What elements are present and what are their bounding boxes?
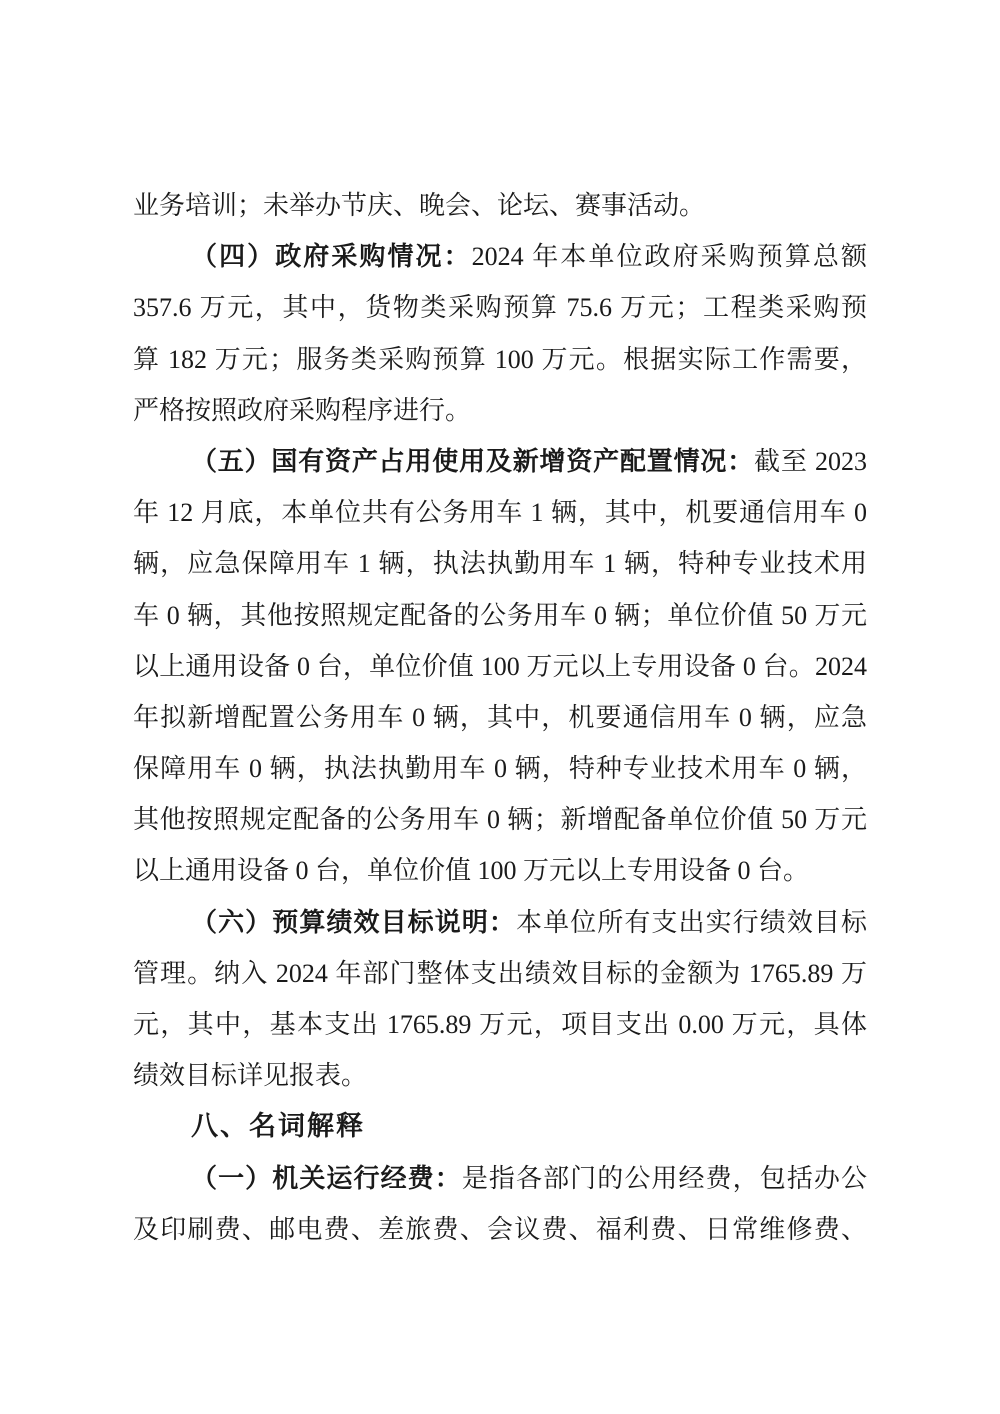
text-line (133, 999, 867, 1050)
text-line (133, 1204, 867, 1255)
text-segment: 其他按照规定配备的公务用车 0 辆；新增配备单位价值 50 万元 (133, 805, 867, 835)
text-segment-bold: （六）预算绩效目标说明： (191, 907, 516, 937)
text-segment: 本单位所有支出实行绩效目标 (516, 907, 867, 937)
text-line (133, 1050, 867, 1101)
text-segment: 以上通用设备 0 台，单位价值 100 万元以上专用设备 0 台。 (133, 856, 810, 886)
text-segment-bold: （四）政府采购情况： (191, 242, 472, 272)
text-line (133, 487, 867, 538)
text-line (133, 794, 867, 845)
text-segment-bold: （五）国有资产占用使用及新增资产配置情况： (191, 446, 755, 476)
text-line (133, 231, 867, 282)
text-line (133, 1153, 867, 1204)
text-line (133, 590, 867, 641)
text-line (133, 948, 867, 999)
text-line (133, 743, 867, 794)
text-segment: 2024 年本单位政府采购预算总额 (471, 242, 867, 272)
text-segment: 截至 2023 (754, 446, 867, 476)
text-line (133, 641, 867, 692)
text-segment: 管理。纳入 2024 年部门整体支出绩效目标的金额为 1765.89 万 (133, 958, 867, 988)
text-segment-bold: （一）机关运行经费： (191, 1163, 462, 1193)
text-segment-bold: 八、名词解释 (191, 1111, 365, 1142)
text-segment: 357.6 万元，其中，货物类采购预算 75.6 万元；工程类采购预 (133, 293, 867, 323)
text-line (133, 538, 867, 589)
text-segment: 及印刷费、邮电费、差旅费、会议费、福利费、日常维修费、 (133, 1214, 867, 1244)
text-segment: 年 12 月底，本单位共有公务用车 1 辆，其中，机要通信用车 0 (133, 498, 867, 528)
text-segment: 是指各部门的公用经费，包括办公 (461, 1163, 867, 1193)
text-segment: 业务培训；未举办节庆、晚会、论坛、赛事活动。 (133, 191, 706, 220)
text-segment: 绩效目标详见报表。 (133, 1061, 368, 1091)
text-line (133, 436, 867, 487)
text-segment: 以上通用设备 0 台，单位价值 100 万元以上专用设备 0 台。2024 (133, 651, 867, 681)
text-segment: 辆，应急保障用车 1 辆，执法执勤用车 1 辆，特种专业技术用 (133, 549, 867, 579)
text-segment: 元，其中，基本支出 1765.89 万元，项目支出 0.00 万元，具体 (133, 1010, 867, 1039)
text-segment: 年拟新增配置公务用车 0 辆，其中，机要通信用车 0 辆，应急 (133, 702, 867, 732)
text-line (133, 845, 867, 896)
text-line (133, 334, 867, 385)
text-line (133, 1101, 867, 1152)
text-line (133, 180, 867, 231)
text-line (133, 385, 867, 436)
text-line (133, 692, 867, 743)
text-segment: 车 0 辆，其他按照规定配备的公务用车 0 辆；单位价值 50 万元 (133, 600, 867, 630)
text-segment: 保障用车 0 辆，执法执勤用车 0 辆，特种专业技术用车 0 辆， (133, 754, 867, 784)
text-line (133, 282, 867, 333)
text-segment: 严格按照政府采购程序进行。 (133, 395, 472, 425)
text-line (133, 897, 867, 948)
document-text (133, 180, 867, 1255)
text-segment: 算 182 万元；服务类采购预算 100 万元。根据实际工作需要， (133, 344, 867, 374)
